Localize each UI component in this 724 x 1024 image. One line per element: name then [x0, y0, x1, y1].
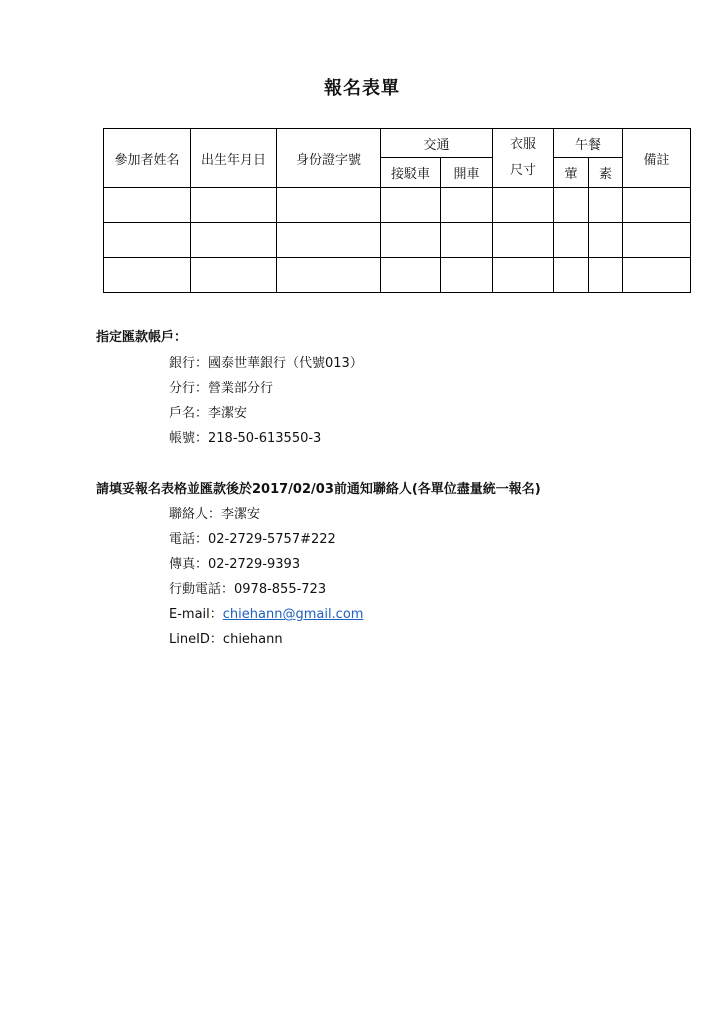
- bank-line: 銀行：國泰世華銀行（代號013）: [169, 356, 363, 371]
- header-size-label: 尺寸: [510, 163, 537, 178]
- table-cell[interactable]: [554, 258, 589, 293]
- table-cell[interactable]: [441, 223, 493, 258]
- header-name: 參加者姓名: [104, 129, 191, 188]
- table-cell[interactable]: [277, 223, 381, 258]
- table-cell[interactable]: [104, 223, 191, 258]
- header-transport: 交通: [381, 129, 493, 158]
- table-cell[interactable]: [191, 223, 277, 258]
- table-row: [104, 258, 691, 293]
- mobile-line: 行動電話：0978-855-723: [169, 582, 327, 597]
- registration-table: [103, 128, 691, 293]
- header-lunch: 午餐: [554, 129, 623, 158]
- table-cell[interactable]: [441, 258, 493, 293]
- table-cell[interactable]: [381, 258, 441, 293]
- email-line: [169, 603, 363, 622]
- table-cell[interactable]: [493, 188, 554, 223]
- email-label: E-mail：: [169, 607, 223, 622]
- table-cell[interactable]: [493, 258, 554, 293]
- header-birthday: 出生年月日: [191, 129, 277, 188]
- account-number-line: 帳號：218-50-613550-3: [169, 431, 322, 446]
- branch-line: 分行：營業部分行: [169, 381, 274, 396]
- header-drive: 開車: [441, 158, 493, 188]
- table-cell[interactable]: [589, 258, 623, 293]
- page-title: 報名表單: [324, 78, 400, 99]
- table-cell[interactable]: [191, 188, 277, 223]
- fax-line: 傳真：02-2729-9393: [169, 557, 301, 572]
- table-cell[interactable]: [493, 223, 554, 258]
- account-heading: 指定匯款帳戶：: [96, 330, 188, 345]
- line-id-line: LineID：chiehann: [169, 632, 283, 647]
- header-meat: 葷: [554, 158, 589, 188]
- email-link[interactable]: chiehann@gmail.com: [222, 607, 364, 622]
- header-id-number: 身份證字號: [277, 129, 381, 188]
- table-cell[interactable]: [104, 188, 191, 223]
- phone-line: 電話：02-2729-5757#222: [169, 532, 336, 547]
- holder-line: 戶名：李潔安: [169, 406, 248, 421]
- header-clothing-size: [493, 129, 554, 188]
- header-shuttle: 接駁車: [381, 158, 441, 188]
- contact-heading: 請填妥報名表格並匯款後於2017/02/03前通知聯絡人(各單位盡量統一報名): [96, 482, 541, 497]
- table-cell[interactable]: [554, 188, 589, 223]
- header-clothing-label: 衣服: [510, 137, 537, 152]
- table-cell[interactable]: [554, 223, 589, 258]
- table-row: [104, 188, 691, 223]
- header-veg: 素: [589, 158, 623, 188]
- table-row: [104, 223, 691, 258]
- table-cell[interactable]: [623, 188, 691, 223]
- table-cell[interactable]: [104, 258, 191, 293]
- table-cell[interactable]: [589, 223, 623, 258]
- table-cell[interactable]: [381, 223, 441, 258]
- table-cell[interactable]: [589, 188, 623, 223]
- table-cell[interactable]: [381, 188, 441, 223]
- header-notes: 備註: [623, 129, 691, 188]
- table-cell[interactable]: [441, 188, 493, 223]
- table-cell[interactable]: [623, 258, 691, 293]
- table-cell[interactable]: [191, 258, 277, 293]
- table-cell[interactable]: [277, 188, 381, 223]
- contact-person-line: 聯絡人：李潔安: [169, 507, 261, 522]
- table-cell[interactable]: [277, 258, 381, 293]
- table-cell[interactable]: [623, 223, 691, 258]
